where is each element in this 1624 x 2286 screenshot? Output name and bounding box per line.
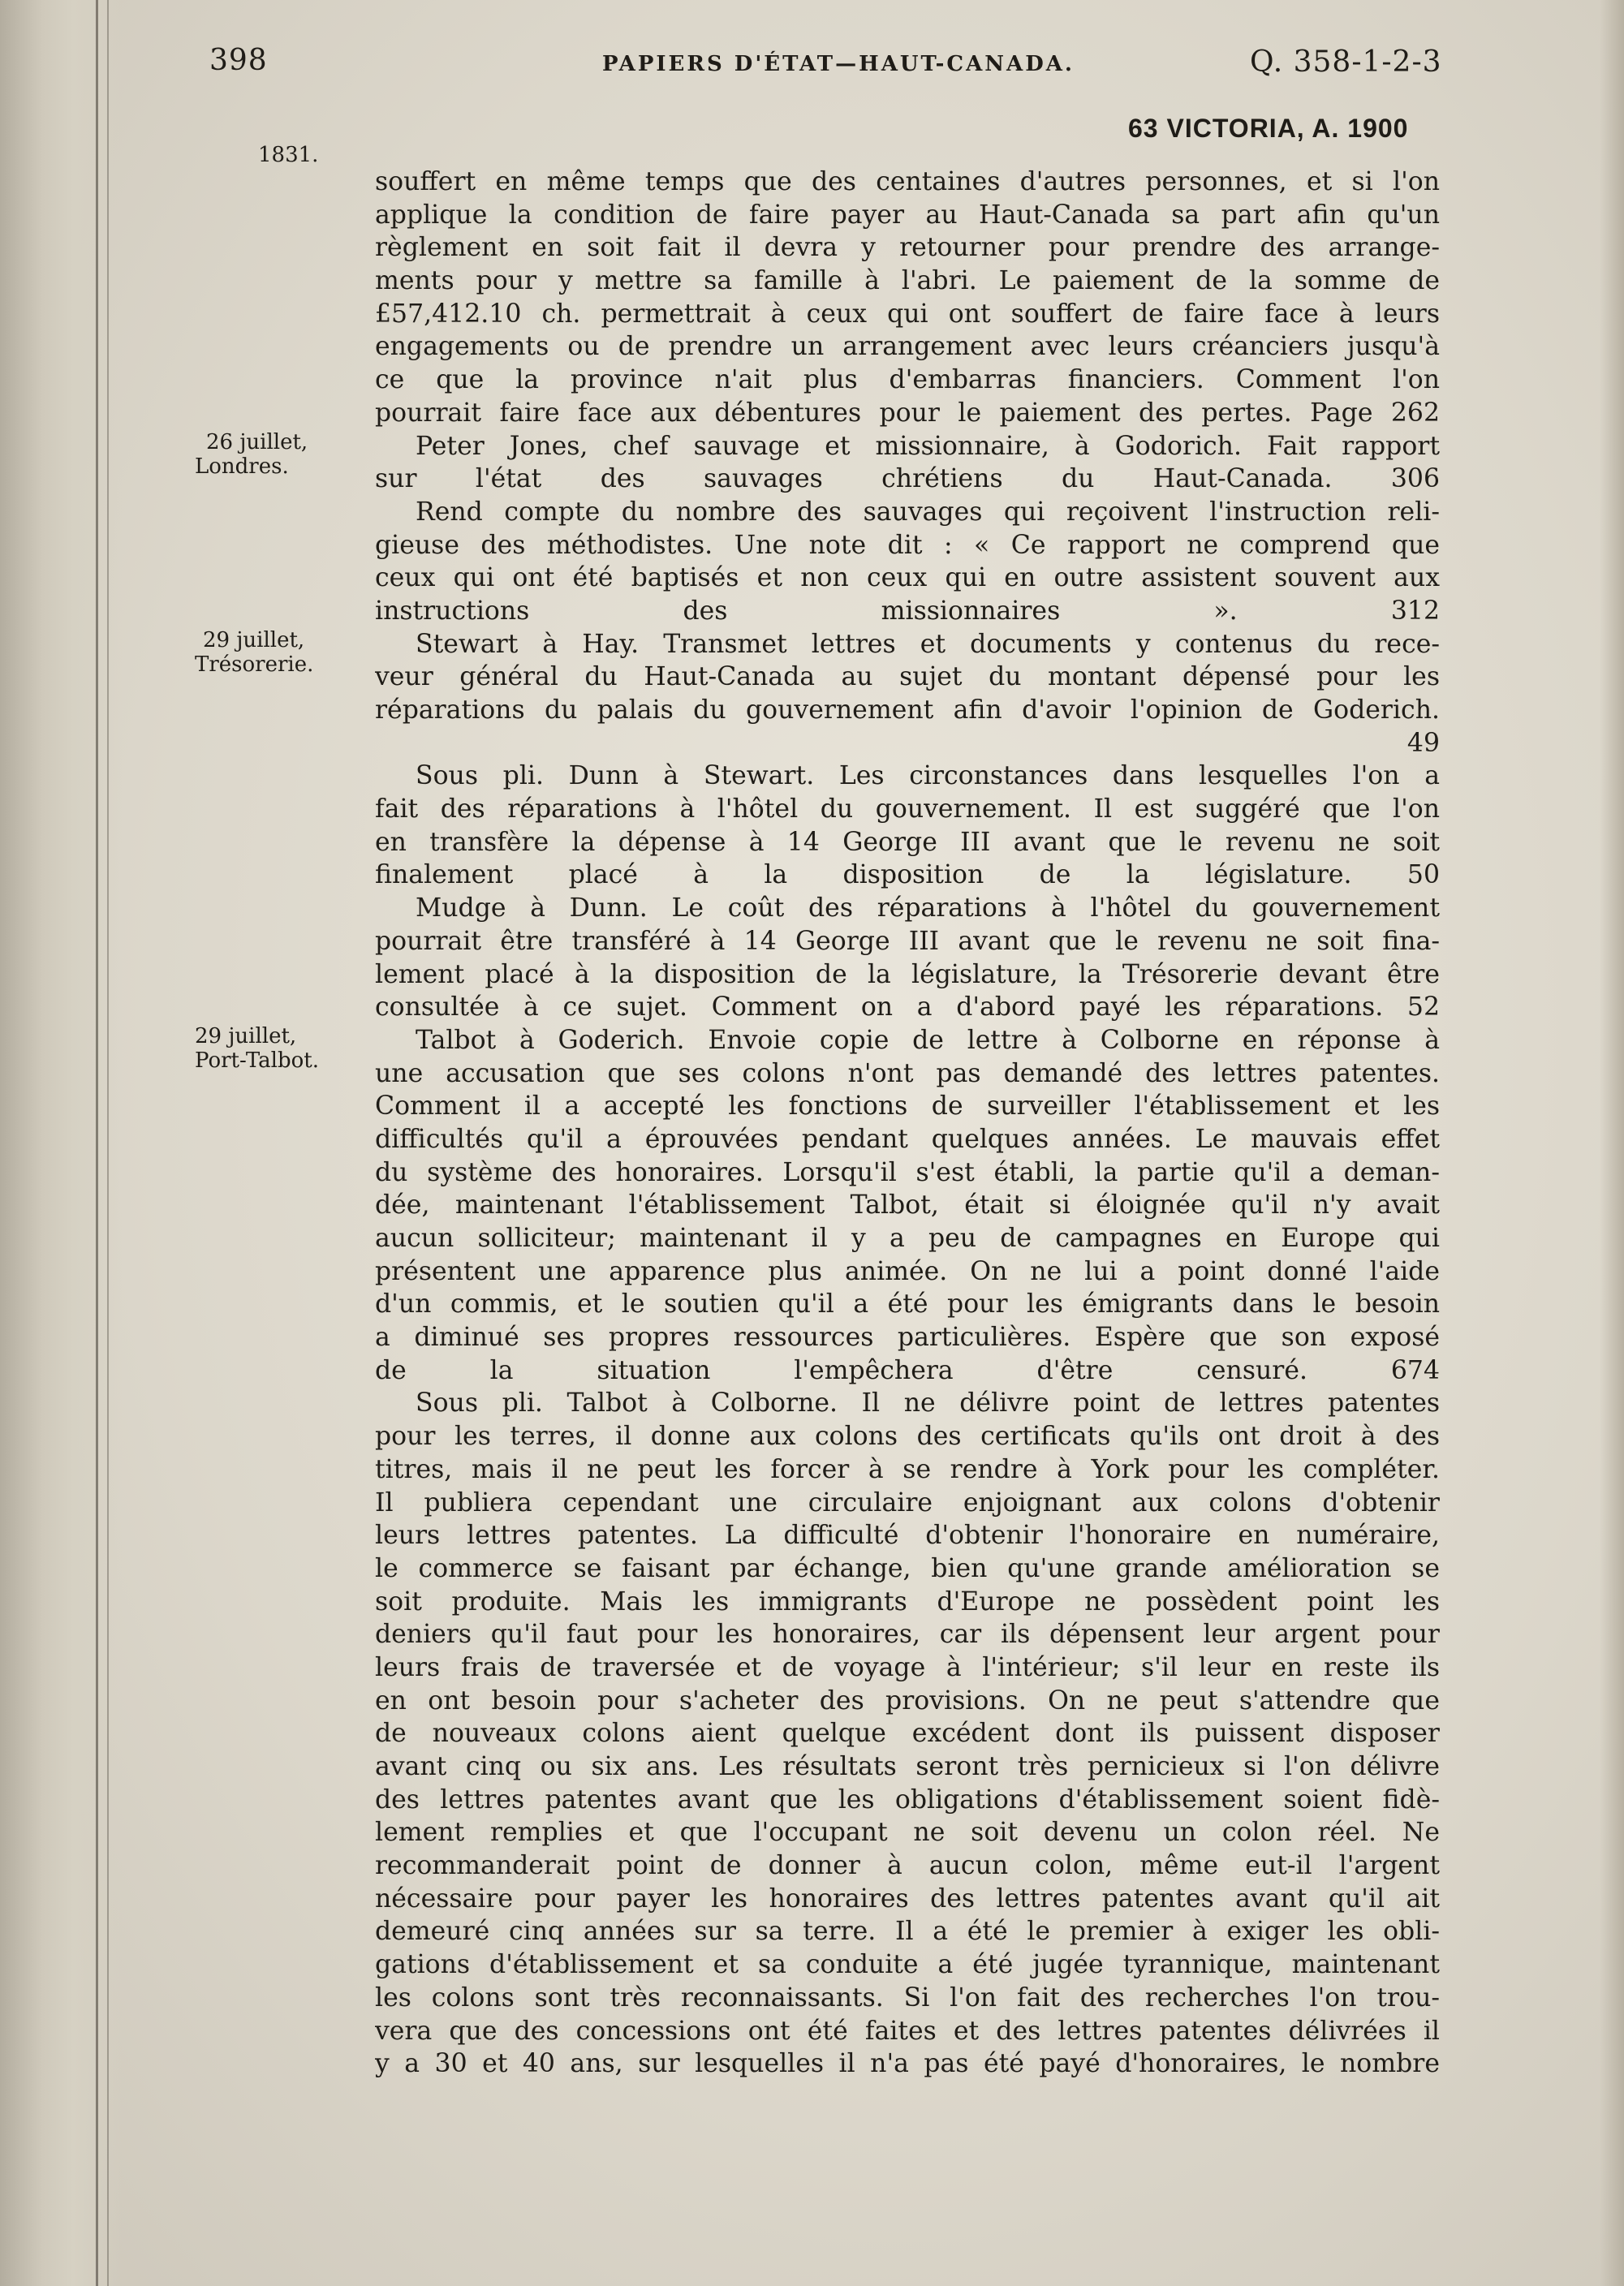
text-line: Rend compte du nombre des sauvages qui reçoivent l'instruction reli- — [416, 497, 1440, 527]
text-line: une accusation que ses colons n'ont pas demandé des lettres patentes. — [375, 1058, 1440, 1088]
text-line: y a 30 et 40 ans, sur lesquelles il n'a pas été payé d'honoraires, le nombre — [375, 2049, 1440, 2079]
text-line: soit produite. Mais les immigrants d'Europe ne possèdent point les — [375, 1586, 1440, 1617]
text-line: pour les terres, il donne aux colons des certificats qu'ils ont droit à des — [375, 1422, 1440, 1452]
binding-rule — [96, 0, 98, 2286]
text-line: Sous pli. Dunn à Stewart. Les circonstances dans lesquelles l'on a — [416, 761, 1440, 791]
text-line: leurs lettres patentes. La difficulté d'obtenir l'honoraire en numéraire, — [375, 1521, 1440, 1551]
margin-note-date — [195, 1024, 365, 1073]
margin-note-line: 29 juillet, — [195, 1024, 297, 1048]
text-line: difficultés qu'il a éprouvées pendant quelques années. Le mauvais effet — [375, 1124, 1440, 1154]
text-line: Stewart à Hay. Transmet lettres et documents y contenus du rece- — [416, 629, 1440, 659]
text-line: titres, mais il ne peut les forcer à se rendre à York pour les compléter. — [375, 1454, 1440, 1484]
margin-note-year — [195, 143, 365, 167]
text-line: pourrait faire face aux débentures pour le paiement des pertes. Page 262 — [375, 398, 1440, 428]
text-line: aucun solliciteur; maintenant il y a peu de campagnes en Europe qui — [375, 1224, 1440, 1253]
text-line: vera que des concessions ont été faites et des lettres patentes délivrées il — [375, 2016, 1440, 2046]
text-line: pourrait être transféré à 14 George III avant que le revenu ne soit fina- — [375, 926, 1440, 956]
text-line: souffert en même temps que des centaines d'autres personnes, et si l'on — [375, 167, 1440, 196]
text-line: recommanderait point de donner à aucun colon, même eut-il l'argent — [375, 1851, 1440, 1881]
text-line: 49 — [1406, 728, 1440, 758]
text-line: ceux qui ont été baptisés et non ceux qui en outre assistent souvent aux — [375, 563, 1440, 593]
margin-note-date — [195, 430, 365, 479]
text-line: gieuse des méthodistes. Une note dit : « Ce rapport ne comprend que — [375, 530, 1440, 560]
text-line: consultée à ce sujet. Comment on a d'abord payé les réparations. 52 — [375, 992, 1440, 1022]
text-line: Mudge à Dunn. Le coût des réparations à l'hôtel du gouvernement — [416, 893, 1440, 923]
text-line: applique la condition de faire payer au Haut-Canada sa part afin qu'un — [375, 200, 1440, 230]
text-line: du système des honoraires. Lorsqu'il s'est établi, la partie qu'il a deman- — [375, 1157, 1440, 1187]
text-line: ce que la province n'ait plus d'embarras financiers. Comment l'on — [375, 365, 1440, 395]
margin-note-line: 1831. — [258, 143, 319, 167]
page-edge-shadow — [1600, 0, 1624, 2286]
binding-rule-secondary — [107, 0, 109, 2286]
text-line: finalement placé à la disposition de la législature. 50 — [375, 860, 1440, 890]
text-line: gations d'établissement et sa conduite a été jugée tyrannique, maintenant — [375, 1950, 1440, 1980]
text-line: demeuré cinq années sur sa terre. Il a été le premier à exiger les obli- — [375, 1917, 1440, 1947]
margin-note-line: 29 juillet, — [203, 628, 305, 652]
page-number: 398 — [209, 44, 268, 77]
text-line: Comment il a accepté les fonctions de surveiller l'établissement et les — [375, 1091, 1440, 1121]
page-header — [0, 41, 1624, 89]
text-line: d'un commis, et le soutien qu'il a été pour les émigrants dans le besoin — [375, 1289, 1440, 1320]
margin-note-line: Port-Talbot. — [195, 1048, 319, 1073]
margin-note-line: 26 juillet, — [206, 430, 308, 454]
margin-note-line: Trésorerie. — [195, 652, 314, 677]
session-label: 63 VICTORIA, A. 1900 — [1128, 114, 1409, 143]
text-line: avant cinq ou six ans. Les résultats seront très pernicieux si l'on délivre — [375, 1752, 1440, 1781]
text-line: engagements ou de prendre un arrangement avec leurs créanciers jusqu'à — [375, 332, 1440, 362]
margin-note-line: Londres. — [195, 454, 289, 479]
text-line: deniers qu'il faut pour les honoraires, car ils dépensent leur argent pour — [375, 1620, 1440, 1650]
text-line: lement placé à la disposition de la législature, la Trésorerie devant être — [375, 959, 1440, 989]
binding-gutter — [0, 0, 122, 2286]
text-line: nécessaire pour payer les honoraires des lettres patentes avant qu'il ait — [375, 1883, 1440, 1914]
text-line: Talbot à Goderich. Envoie copie de lettre à Colborne en réponse à — [416, 1025, 1440, 1055]
text-line: de nouveaux colons aient quelque excédent dont ils puissent disposer — [375, 1719, 1440, 1749]
text-line: £57,412.10 ch. permettrait à ceux qui ont souffert de faire face à leurs — [375, 299, 1440, 329]
margin-note-date — [195, 628, 365, 677]
text-line: Peter Jones, chef sauvage et missionnaire, à Godorich. Fait rapport — [416, 431, 1440, 461]
text-line: règlement en soit fait il devra y retourner pour prendre des arrange- — [375, 233, 1440, 263]
text-line: en transfère la dépense à 14 George III avant que le revenu ne soit — [375, 827, 1440, 857]
text-line: Il publiera cependant une circulaire enjoignant aux colons d'obtenir — [375, 1487, 1440, 1518]
text-line: en ont besoin pour s'acheter des provisions. On ne peut s'attendre que — [375, 1685, 1440, 1716]
text-line: le commerce se faisant par échange, bien qu'une grande amélioration se — [375, 1553, 1440, 1583]
text-line: sur l'état des sauvages chrétiens du Haut-Canada. 306 — [375, 464, 1440, 494]
text-line: réparations du palais du gouvernement afin d'avoir l'opinion de Goderich. — [375, 695, 1440, 725]
text-line: instructions des missionnaires ». 312 — [375, 596, 1440, 626]
body-text — [375, 166, 1440, 2081]
text-line: leurs frais de traversée et de voyage à l'intérieur; s'il leur en reste ils — [375, 1652, 1440, 1682]
text-line: veur général du Haut-Canada au sujet du montant dépensé pour les — [375, 662, 1440, 692]
running-head: PAPIERS D'ÉTAT—HAUT-CANADA. — [602, 52, 1075, 76]
text-line: les colons sont très reconnaissants. Si l'on fait des recherches l'on trou- — [375, 1982, 1440, 2013]
text-line: des lettres patentes avant que les obligations d'établissement soient fidè- — [375, 1784, 1440, 1815]
text-line: lement remplies et que l'occupant ne soit devenu un colon réel. Ne — [375, 1818, 1440, 1848]
text-line: présentent une apparence plus animée. On ne lui a point donné l'aide — [375, 1256, 1440, 1286]
text-line: Sous pli. Talbot à Colborne. Il ne délivre point de lettres patentes — [416, 1388, 1440, 1419]
archive-reference: Q. 358-1-2-3 — [1250, 45, 1442, 79]
text-line: dée, maintenant l'établissement Talbot, était si éloignée qu'il n'y avait — [375, 1190, 1440, 1220]
text-line: ments pour y mettre sa famille à l'abri. Le paiement de la somme de — [375, 266, 1440, 296]
text-line: de la situation l'empêchera d'être censuré. 674 — [375, 1355, 1440, 1385]
text-line: fait des réparations à l'hôtel du gouvernement. Il est suggéré que l'on — [375, 794, 1440, 824]
text-line: a diminué ses propres ressources particulières. Espère que son exposé — [375, 1323, 1440, 1353]
